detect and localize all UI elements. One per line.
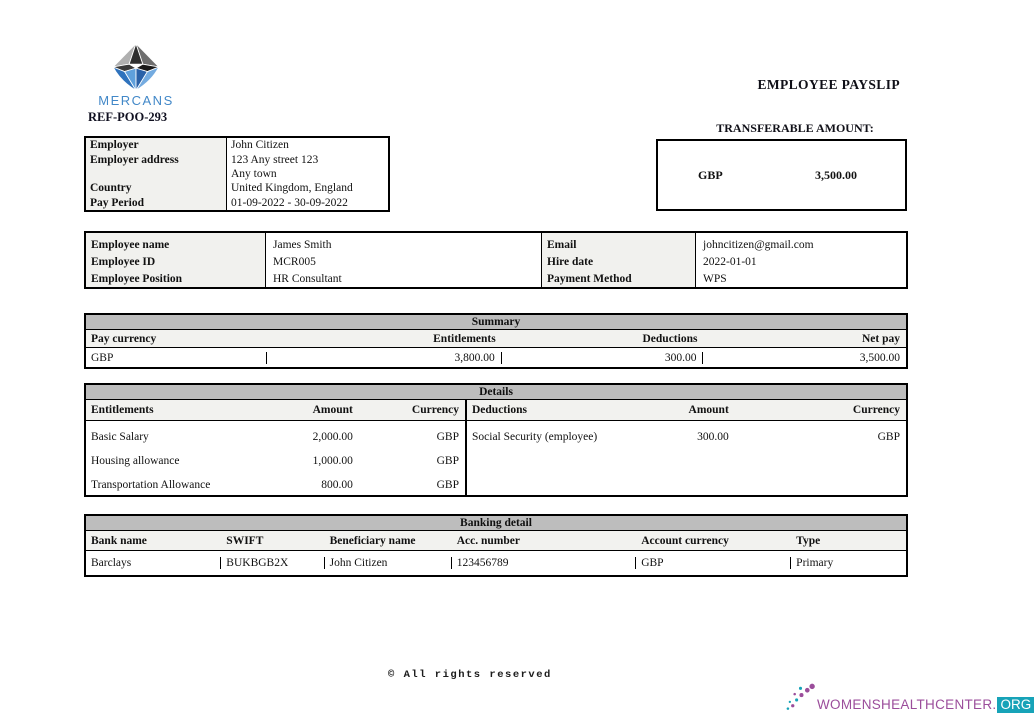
banking-header-row	[86, 531, 906, 551]
deduction-currency: GBP	[877, 431, 900, 443]
entitlement-name: Housing allowance	[91, 455, 180, 467]
entitlement-currency: GBP	[436, 431, 459, 443]
deductions-rows	[467, 421, 906, 495]
brand-name: MERCANS	[98, 93, 174, 108]
details-table	[84, 383, 908, 497]
employee-labels-left	[86, 233, 266, 287]
employer-address-value: 123 Any street 123	[231, 153, 319, 166]
employee-position-label: Employee Position	[91, 272, 183, 285]
type-cell: Primary	[796, 557, 834, 569]
entitlement-amount: 1,000.00	[312, 455, 353, 467]
deduction-amount: 300.00	[697, 431, 729, 443]
summary-title: Summary	[86, 315, 906, 330]
deductions-cell: 300.00	[502, 352, 704, 364]
pay-currency-cell: GBP	[86, 352, 267, 364]
entitlement-name: Basic Salary	[91, 431, 149, 443]
entitlement-name: Transportation Allowance	[91, 479, 211, 491]
entitlements-cell: 3,800.00	[267, 352, 502, 364]
banking-table	[84, 514, 908, 577]
copyright-text: © All rights reserved	[388, 669, 552, 681]
entitlements-header: Entitlements	[433, 332, 496, 345]
payment-method-label: Payment Method	[547, 272, 632, 285]
deductions-header-row	[467, 400, 906, 421]
hire-date-value: 2022-01-01	[703, 255, 757, 268]
entitlement-currency: GBP	[436, 479, 459, 491]
deductions-header: Deductions	[642, 332, 698, 345]
entitlement-amount: 2,000.00	[312, 431, 353, 443]
banking-title: Banking detail	[86, 516, 906, 531]
employee-info-box	[84, 231, 908, 289]
amount-col-header: Amount	[688, 404, 729, 416]
summary-table	[84, 313, 908, 369]
summary-data-row	[86, 348, 906, 367]
summary-header-row	[86, 330, 906, 348]
transferable-currency: GBP	[698, 167, 723, 182]
employer-value: John Citizen	[231, 139, 289, 152]
employee-values-left	[266, 233, 542, 287]
mercans-logo-icon	[107, 43, 165, 91]
entitlements-header-row	[86, 400, 465, 421]
employee-name-value: James Smith	[273, 238, 332, 251]
employer-label: Employer	[86, 138, 227, 152]
employee-id-label: Employee ID	[91, 255, 156, 268]
swift-cell: BUKBGB2X	[221, 557, 324, 569]
country-value: United Kingdom, England	[231, 182, 353, 195]
payment-method-value: WPS	[703, 272, 727, 285]
bank-name-cell: Barclays	[86, 557, 221, 569]
entitlement-amount: 800.00	[321, 479, 353, 491]
email-value: johncitizen@gmail.com	[703, 238, 814, 251]
employer-address2-value: Any town	[231, 168, 277, 181]
employer-row	[86, 196, 388, 210]
employee-labels-right	[542, 233, 696, 287]
amount-col-header: Amount	[312, 404, 353, 416]
hire-date-label: Hire date	[547, 255, 594, 268]
deductions-col-header: Deductions	[472, 404, 527, 416]
entitlement-currency: GBP	[436, 455, 459, 467]
entitlements-pane	[86, 400, 467, 495]
employer-row	[86, 181, 388, 195]
employer-row	[86, 138, 388, 152]
watermark-text: WOMENSHEALTHCENTER.	[817, 697, 997, 712]
currency-col-header: Currency	[852, 404, 900, 416]
employer-info-box	[84, 136, 390, 212]
entitlement-row	[86, 425, 465, 449]
entitlements-col-header: Entitlements	[91, 404, 154, 416]
employee-values-right	[696, 233, 906, 287]
employer-row	[86, 152, 388, 166]
transferable-amount-value: 3,500.00	[815, 167, 857, 182]
deduction-row	[467, 425, 906, 449]
pay-period-value: 01-09-2022 - 30-09-2022	[231, 196, 348, 209]
swift-header: SWIFT	[226, 534, 264, 547]
logo-block	[88, 43, 198, 125]
pay-currency-header: Pay currency	[91, 332, 157, 345]
details-title: Details	[86, 385, 906, 400]
watermark-badge: ORG	[997, 697, 1034, 713]
womenshealthcenter-dots-icon	[785, 683, 816, 713]
type-header: Type	[796, 534, 821, 547]
account-currency-header: Account currency	[641, 534, 729, 547]
entitlement-row	[86, 473, 465, 497]
beneficiary-name-cell: John Citizen	[325, 557, 452, 569]
acc-number-cell: 123456789	[452, 557, 637, 569]
bank-name-header: Bank name	[91, 534, 147, 547]
acc-number-header: Acc. number	[456, 534, 520, 547]
employer-row	[86, 167, 388, 181]
net-pay-header: Net pay	[861, 332, 900, 345]
details-body	[86, 400, 906, 495]
employer-address-label: Employer address	[86, 152, 227, 166]
email-label: Email	[547, 238, 577, 251]
employee-name-label: Employee name	[91, 238, 170, 251]
account-currency-cell: GBP	[636, 557, 791, 569]
deduction-name: Social Security (employee)	[472, 431, 598, 443]
currency-col-header: Currency	[411, 404, 459, 416]
entitlement-row	[86, 449, 465, 473]
page-title: EMPLOYEE PAYSLIP	[757, 77, 900, 92]
beneficiary-name-header: Beneficiary name	[329, 534, 416, 547]
employee-id-value: MCR005	[273, 255, 316, 268]
transferable-amount-label: TRANSFERABLE AMOUNT:	[716, 121, 874, 135]
ref-number: REF-POO-293	[88, 110, 168, 124]
banking-data-row	[86, 551, 906, 575]
transferable-amount-box	[656, 139, 907, 211]
entitlements-rows	[86, 421, 465, 495]
net-pay-cell: 3,500.00	[859, 351, 900, 364]
employee-position-value: HR Consultant	[273, 272, 342, 285]
employer-address2-label	[86, 167, 227, 181]
deductions-pane	[467, 400, 906, 495]
pay-period-label: Pay Period	[86, 196, 227, 210]
country-label: Country	[86, 181, 227, 195]
watermark	[785, 683, 1034, 713]
